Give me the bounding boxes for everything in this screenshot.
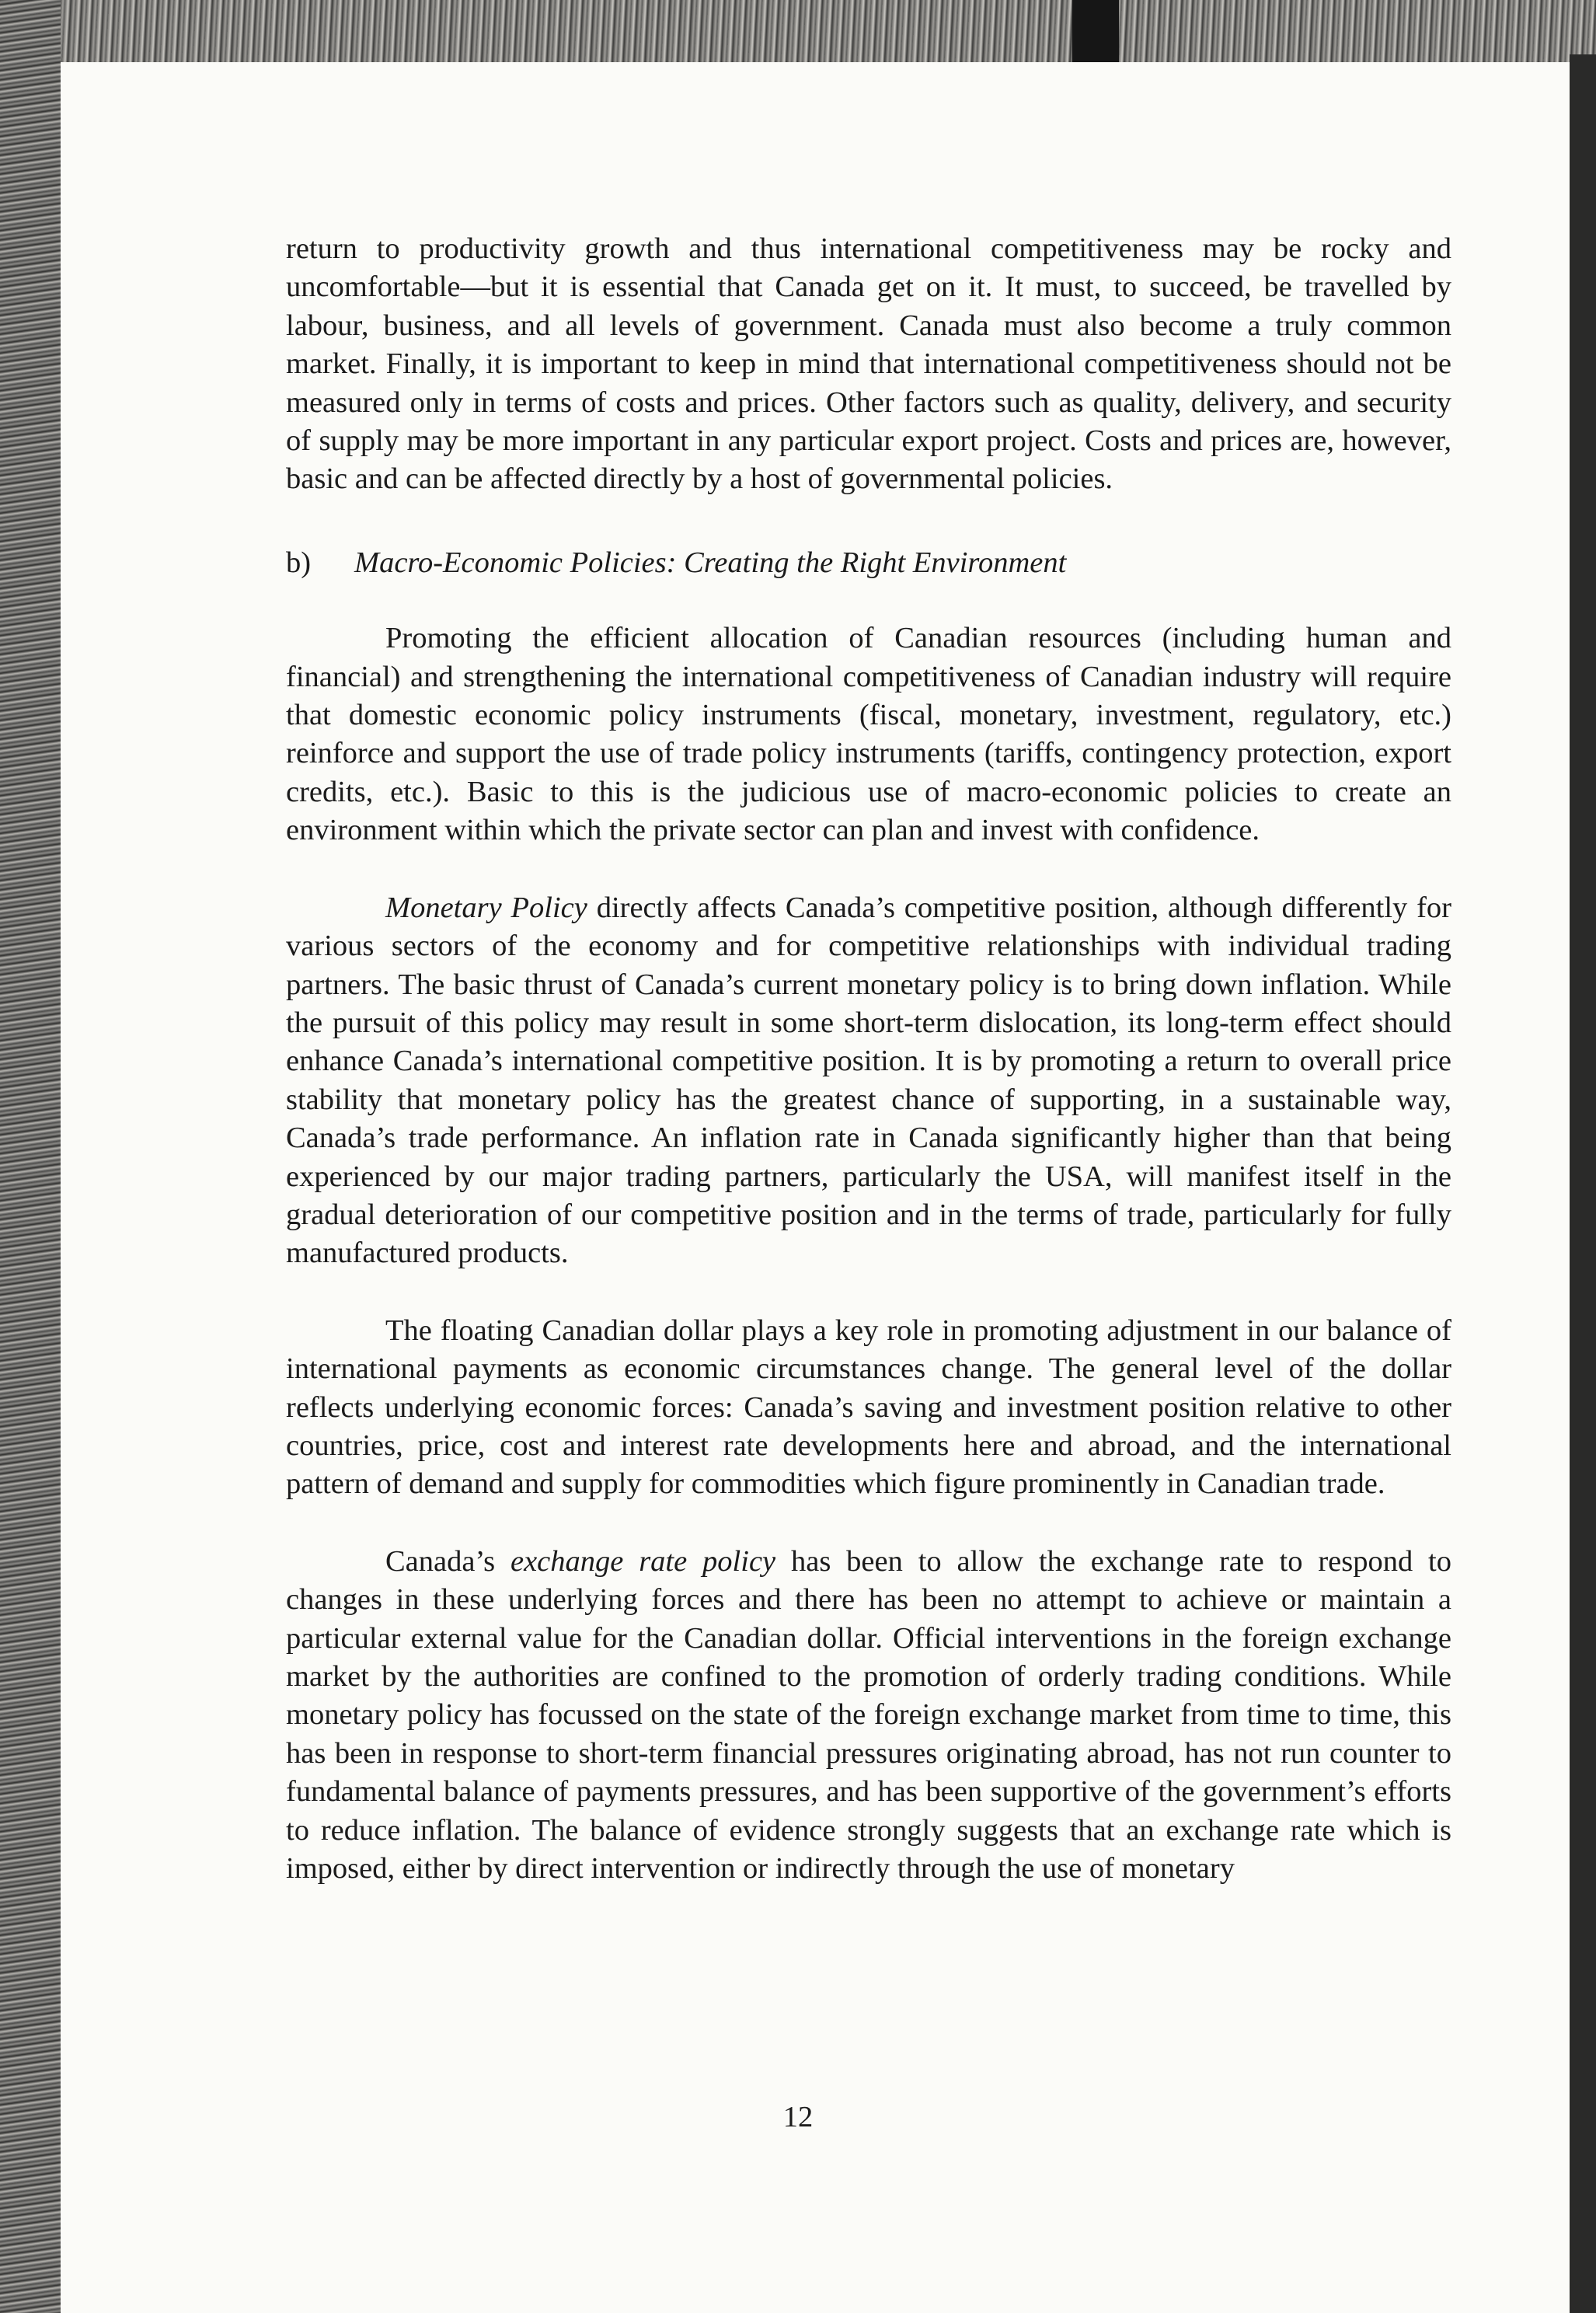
paragraph-exchange — [286, 1543, 1451, 1889]
exchange-pre: Canada’s — [385, 1544, 511, 1578]
paragraph-dollar: The floating Canadian dollar plays a key role in promoting adjustment in our balance of international payments as economic circumstances change. The general level of the dollar reflects underlying economic forces: Canada’s saving and investment position relative to other countries, price, cost and interest rate developments here and abroad, and the international pattern of demand and supply for commodities which figure prominently in Canadian trade. — [286, 1313, 1451, 1501]
scan-top-dark-mark — [1072, 0, 1119, 62]
paragraph-macro: Promoting the efficient allocation of Canadian resources (including human and financial) and strengthening the international competitiveness of Canadian industry will require that domestic economic policy instruments (fiscal, monetary, investment, regulatory, etc.) reinforce and support the use of trade policy instruments (tariffs, contingency protection, export credits, etc.). Basic to this is the judicious use of macro-economic policies to create an environment within which the private sector can plan and invest with confidence. — [286, 622, 1451, 847]
monetary-policy-term: Monetary Policy — [385, 891, 587, 924]
monetary-policy-text: directly affects Canada’s competitive position, although differently for various sectors of the economy and for competitive relationships with individual trading partners. The basic thrust of Canada’s current monetary policy is to bring down inflation. While the pursuit of this policy may result in some short-term dislocation, its long-term effect should enhance Canada’s international competitive position. It is by promoting a return to overall price stability that monetary policy has the greatest chance of supporting, in a sustainable way, Canada’s trade performance. An inflation rate in Canada significantly higher than that being experienced by our major trading partners, particularly the USA, will manifest itself in the gradual deterioration of our competitive position and in the terms of trade, particularly for fully manufactured products. — [286, 891, 1452, 1270]
scan-left-edge — [0, 0, 61, 2313]
scan-top-edge — [0, 0, 1596, 62]
scan-right-edge — [1570, 54, 1596, 2313]
exchange-rate-policy-term: exchange rate policy — [510, 1544, 776, 1578]
section-title: Macro-Economic Policies: Creating the Right Environment — [354, 546, 1067, 579]
paragraph-monetary — [286, 889, 1451, 1273]
paragraph-intro: return to productivity growth and thus international competitiveness may be rocky and uncomfortable—but it is essential that Canada get on it. It must, to succeed, be travelled by labour, business, and all levels of government. Canada must also become a truly common market. Finally, it is important to keep in mind that international competitiveness should not be measured only in terms of costs and prices. Other factors such as quality, delivery, and security of supply may be more important in any particular export project. Costs and prices are, however, basic and can be affected directly by a host of governmental policies. — [286, 232, 1451, 496]
section-heading — [286, 544, 1451, 582]
section-letter: b) — [286, 546, 312, 579]
exchange-text: has been to allow the exchange rate to respond to changes in these underlying forces and there has been no attempt to achieve or maintain a particular external value for the Canadian dollar. Official interventions in the foreign exchange market by the authorities are confined to the promotion of orderly trading conditions. While monetary policy has focussed on the state of the foreign exchange market from time to time, this has been in response to short-term financial pressures originating abroad, has not run counter to fundamental balance of payments pressures, and has been supportive of the government’s efforts to reduce inflation. The balance of evidence strongly suggests that an exchange rate which is imposed, either by direct intervention or indirectly through the use of monetary — [286, 1544, 1452, 1886]
page-number: 12 — [782, 2101, 814, 2133]
page-body — [286, 230, 1451, 1888]
